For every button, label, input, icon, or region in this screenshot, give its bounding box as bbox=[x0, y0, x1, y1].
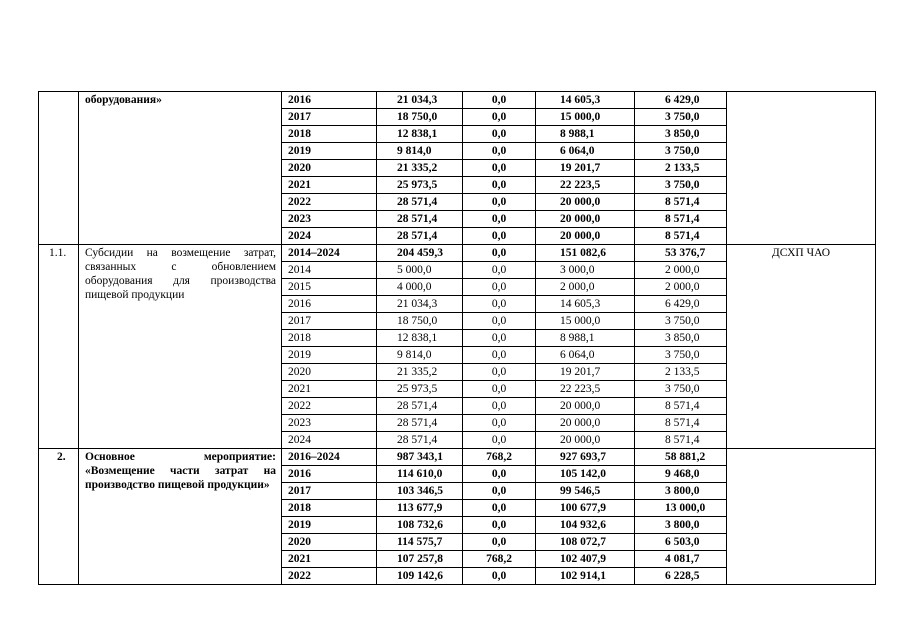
executor-cell bbox=[727, 92, 876, 245]
district-cell: 19 201,7 bbox=[536, 160, 635, 177]
federal-cell: 0,0 bbox=[463, 296, 536, 313]
district-cell: 105 142,0 bbox=[536, 466, 635, 483]
year-cell: 2018 bbox=[282, 500, 377, 517]
item-number: 1.1. bbox=[39, 245, 79, 449]
table-row bbox=[39, 92, 876, 109]
other-cell: 8 571,4 bbox=[635, 415, 727, 432]
federal-cell: 0,0 bbox=[463, 245, 536, 262]
other-cell: 6 228,5 bbox=[635, 568, 727, 585]
year-cell: 2024 bbox=[282, 432, 377, 449]
year-cell: 2023 bbox=[282, 415, 377, 432]
other-cell: 6 503,0 bbox=[635, 534, 727, 551]
total-cell: 987 343,1 bbox=[377, 449, 463, 466]
year-cell: 2017 bbox=[282, 483, 377, 500]
federal-cell: 0,0 bbox=[463, 364, 536, 381]
district-cell: 15 000,0 bbox=[536, 109, 635, 126]
district-cell: 927 693,7 bbox=[536, 449, 635, 466]
district-cell: 102 914,1 bbox=[536, 568, 635, 585]
total-cell: 109 142,6 bbox=[377, 568, 463, 585]
federal-cell: 0,0 bbox=[463, 279, 536, 296]
federal-cell: 0,0 bbox=[463, 160, 536, 177]
federal-cell: 0,0 bbox=[463, 109, 536, 126]
district-cell: 19 201,7 bbox=[536, 364, 635, 381]
total-cell: 25 973,5 bbox=[377, 177, 463, 194]
year-cell: 2015 bbox=[282, 279, 377, 296]
other-cell: 8 571,4 bbox=[635, 398, 727, 415]
federal-cell: 0,0 bbox=[463, 330, 536, 347]
total-cell: 21 034,3 bbox=[377, 92, 463, 109]
district-cell: 108 072,7 bbox=[536, 534, 635, 551]
district-cell: 104 932,6 bbox=[536, 517, 635, 534]
district-cell: 151 082,6 bbox=[536, 245, 635, 262]
item-name: оборудования» bbox=[79, 92, 282, 245]
district-cell: 20 000,0 bbox=[536, 194, 635, 211]
table-row bbox=[39, 449, 876, 466]
federal-cell: 0,0 bbox=[463, 534, 536, 551]
other-cell: 3 750,0 bbox=[635, 313, 727, 330]
item-number: 2. bbox=[39, 449, 79, 585]
federal-cell: 0,0 bbox=[463, 92, 536, 109]
district-cell: 14 605,3 bbox=[536, 92, 635, 109]
year-cell: 2019 bbox=[282, 347, 377, 364]
other-cell: 3 750,0 bbox=[635, 381, 727, 398]
other-cell: 3 800,0 bbox=[635, 483, 727, 500]
year-cell: 2019 bbox=[282, 143, 377, 160]
district-cell: 15 000,0 bbox=[536, 313, 635, 330]
other-cell: 3 850,0 bbox=[635, 126, 727, 143]
federal-cell: 0,0 bbox=[463, 347, 536, 364]
executor-cell: ДСХП ЧАО bbox=[727, 245, 876, 449]
total-cell: 107 257,8 bbox=[377, 551, 463, 568]
district-cell: 22 223,5 bbox=[536, 381, 635, 398]
federal-cell: 0,0 bbox=[463, 398, 536, 415]
total-cell: 204 459,3 bbox=[377, 245, 463, 262]
other-cell: 3 750,0 bbox=[635, 143, 727, 160]
other-cell: 8 571,4 bbox=[635, 211, 727, 228]
district-cell: 20 000,0 bbox=[536, 415, 635, 432]
other-cell: 2 133,5 bbox=[635, 160, 727, 177]
other-cell: 2 000,0 bbox=[635, 279, 727, 296]
year-cell: 2014 bbox=[282, 262, 377, 279]
district-cell: 3 000,0 bbox=[536, 262, 635, 279]
total-cell: 21 335,2 bbox=[377, 160, 463, 177]
federal-cell: 0,0 bbox=[463, 228, 536, 245]
year-cell: 2024 bbox=[282, 228, 377, 245]
federal-cell: 0,0 bbox=[463, 177, 536, 194]
district-cell: 6 064,0 bbox=[536, 143, 635, 160]
total-cell: 28 571,4 bbox=[377, 398, 463, 415]
item-name: Субсидии на возмещение затрат, связанных с обновлением оборудования для производства пищевой продукции bbox=[79, 245, 282, 449]
total-cell: 12 838,1 bbox=[377, 330, 463, 347]
year-cell: 2017 bbox=[282, 313, 377, 330]
other-cell: 2 000,0 bbox=[635, 262, 727, 279]
total-cell: 28 571,4 bbox=[377, 228, 463, 245]
federal-cell: 0,0 bbox=[463, 262, 536, 279]
total-cell: 21 034,3 bbox=[377, 296, 463, 313]
total-cell: 9 814,0 bbox=[377, 347, 463, 364]
federal-cell: 768,2 bbox=[463, 551, 536, 568]
total-cell: 25 973,5 bbox=[377, 381, 463, 398]
total-cell: 28 571,4 bbox=[377, 211, 463, 228]
other-cell: 8 571,4 bbox=[635, 432, 727, 449]
year-cell: 2016 bbox=[282, 466, 377, 483]
year-cell: 2020 bbox=[282, 160, 377, 177]
district-cell: 20 000,0 bbox=[536, 211, 635, 228]
table-body bbox=[39, 92, 876, 585]
federal-cell: 0,0 bbox=[463, 483, 536, 500]
other-cell: 3 750,0 bbox=[635, 177, 727, 194]
year-cell: 2022 bbox=[282, 568, 377, 585]
other-cell: 13 000,0 bbox=[635, 500, 727, 517]
year-cell: 2022 bbox=[282, 398, 377, 415]
federal-cell: 0,0 bbox=[463, 211, 536, 228]
district-cell: 99 546,5 bbox=[536, 483, 635, 500]
district-cell: 8 988,1 bbox=[536, 126, 635, 143]
federal-cell: 0,0 bbox=[463, 500, 536, 517]
district-cell: 2 000,0 bbox=[536, 279, 635, 296]
federal-cell: 0,0 bbox=[463, 432, 536, 449]
federal-cell: 0,0 bbox=[463, 517, 536, 534]
district-cell: 20 000,0 bbox=[536, 398, 635, 415]
district-cell: 102 407,9 bbox=[536, 551, 635, 568]
year-cell: 2022 bbox=[282, 194, 377, 211]
budget-table bbox=[38, 91, 876, 585]
table-row bbox=[39, 245, 876, 262]
federal-cell: 0,0 bbox=[463, 143, 536, 160]
district-cell: 20 000,0 bbox=[536, 432, 635, 449]
year-cell: 2021 bbox=[282, 381, 377, 398]
year-cell: 2016 bbox=[282, 92, 377, 109]
other-cell: 3 750,0 bbox=[635, 109, 727, 126]
federal-cell: 0,0 bbox=[463, 381, 536, 398]
district-cell: 6 064,0 bbox=[536, 347, 635, 364]
year-cell: 2019 bbox=[282, 517, 377, 534]
total-cell: 18 750,0 bbox=[377, 109, 463, 126]
district-cell: 20 000,0 bbox=[536, 228, 635, 245]
year-cell: 2021 bbox=[282, 177, 377, 194]
total-cell: 4 000,0 bbox=[377, 279, 463, 296]
district-cell: 22 223,5 bbox=[536, 177, 635, 194]
year-cell: 2020 bbox=[282, 364, 377, 381]
other-cell: 9 468,0 bbox=[635, 466, 727, 483]
total-cell: 113 677,9 bbox=[377, 500, 463, 517]
total-cell: 18 750,0 bbox=[377, 313, 463, 330]
district-cell: 8 988,1 bbox=[536, 330, 635, 347]
item-name: Основное мероприятие: «Возмещение части затрат на производство пищевой продукции» bbox=[79, 449, 282, 585]
other-cell: 58 881,2 bbox=[635, 449, 727, 466]
year-cell: 2020 bbox=[282, 534, 377, 551]
other-cell: 53 376,7 bbox=[635, 245, 727, 262]
year-cell: 2016–2024 bbox=[282, 449, 377, 466]
federal-cell: 768,2 bbox=[463, 449, 536, 466]
other-cell: 3 750,0 bbox=[635, 347, 727, 364]
total-cell: 114 610,0 bbox=[377, 466, 463, 483]
district-cell: 14 605,3 bbox=[536, 296, 635, 313]
total-cell: 12 838,1 bbox=[377, 126, 463, 143]
other-cell: 2 133,5 bbox=[635, 364, 727, 381]
year-cell: 2017 bbox=[282, 109, 377, 126]
federal-cell: 0,0 bbox=[463, 466, 536, 483]
federal-cell: 0,0 bbox=[463, 194, 536, 211]
other-cell: 6 429,0 bbox=[635, 92, 727, 109]
federal-cell: 0,0 bbox=[463, 415, 536, 432]
total-cell: 103 346,5 bbox=[377, 483, 463, 500]
federal-cell: 0,0 bbox=[463, 313, 536, 330]
other-cell: 8 571,4 bbox=[635, 228, 727, 245]
federal-cell: 0,0 bbox=[463, 568, 536, 585]
total-cell: 9 814,0 bbox=[377, 143, 463, 160]
executor-cell bbox=[727, 449, 876, 585]
year-cell: 2016 bbox=[282, 296, 377, 313]
other-cell: 8 571,4 bbox=[635, 194, 727, 211]
total-cell: 28 571,4 bbox=[377, 415, 463, 432]
year-cell: 2021 bbox=[282, 551, 377, 568]
total-cell: 21 335,2 bbox=[377, 364, 463, 381]
total-cell: 28 571,4 bbox=[377, 432, 463, 449]
other-cell: 4 081,7 bbox=[635, 551, 727, 568]
other-cell: 6 429,0 bbox=[635, 296, 727, 313]
other-cell: 3 850,0 bbox=[635, 330, 727, 347]
year-cell: 2014–2024 bbox=[282, 245, 377, 262]
federal-cell: 0,0 bbox=[463, 126, 536, 143]
year-cell: 2018 bbox=[282, 330, 377, 347]
total-cell: 5 000,0 bbox=[377, 262, 463, 279]
total-cell: 114 575,7 bbox=[377, 534, 463, 551]
year-cell: 2018 bbox=[282, 126, 377, 143]
district-cell: 100 677,9 bbox=[536, 500, 635, 517]
year-cell: 2023 bbox=[282, 211, 377, 228]
item-number bbox=[39, 92, 79, 245]
other-cell: 3 800,0 bbox=[635, 517, 727, 534]
total-cell: 108 732,6 bbox=[377, 517, 463, 534]
total-cell: 28 571,4 bbox=[377, 194, 463, 211]
